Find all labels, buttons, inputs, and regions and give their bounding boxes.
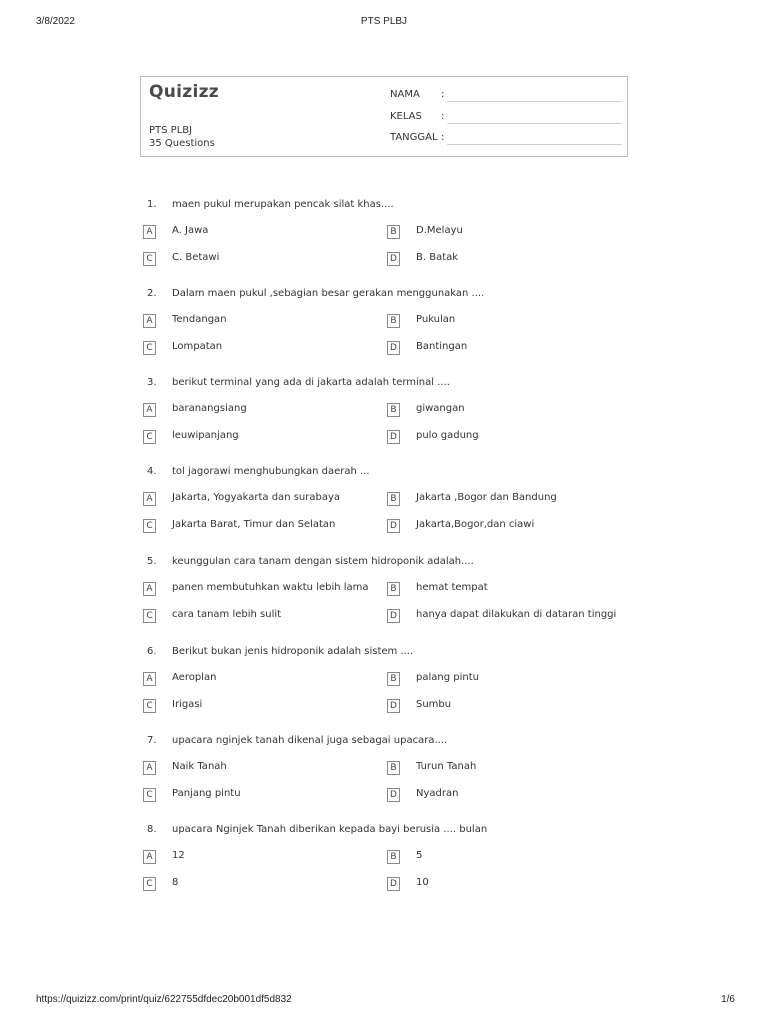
option-text: Jakarta, Yogyakarta dan surabaya xyxy=(172,492,341,503)
option-text: C. Betawi xyxy=(172,252,220,263)
option-text: 5 xyxy=(416,850,423,861)
option-letter-box[interactable]: A xyxy=(143,314,156,328)
field-colon: : xyxy=(441,89,445,100)
question-number: 4. xyxy=(147,466,157,477)
field-colon: : xyxy=(441,132,445,143)
option-letter-box[interactable]: B xyxy=(387,672,400,686)
question-item xyxy=(0,735,768,825)
option-letter-box[interactable]: B xyxy=(387,850,400,864)
print-url: https://quizizz.com/print/quiz/622755dfdec20b001df5d832 xyxy=(36,994,292,1005)
field-label: TANGGAL xyxy=(390,132,438,143)
option-letter-box[interactable]: C xyxy=(143,788,156,802)
option-text: Jakarta,Bogor,dan ciawi xyxy=(416,519,535,530)
name-field[interactable] xyxy=(390,89,622,105)
option-text: Naik Tanah xyxy=(172,761,227,772)
option-text: Nyadran xyxy=(416,788,459,799)
field-line xyxy=(447,123,622,124)
option-letter-box[interactable]: C xyxy=(143,877,156,891)
option-text: Irigasi xyxy=(172,699,203,710)
question-number: 8. xyxy=(147,824,157,835)
question-item xyxy=(0,466,768,556)
question-text: tol jagorawi menghubungkan daerah ... xyxy=(172,466,370,477)
quiz-info-box xyxy=(140,76,628,157)
option-letter-box[interactable]: B xyxy=(387,403,400,417)
option-text: 10 xyxy=(416,877,429,888)
option-text: giwangan xyxy=(416,403,465,414)
question-text: upacara nginjek tanah dikenal juga sebagai upacara.... xyxy=(172,735,448,746)
option-text: D.Melayu xyxy=(416,225,463,236)
option-text: panen membutuhkan waktu lebih lama xyxy=(172,582,369,593)
option-text: Aeroplan xyxy=(172,672,217,683)
field-line xyxy=(447,101,622,102)
question-number: 2. xyxy=(147,288,157,299)
option-text: hemat tempat xyxy=(416,582,488,593)
field-label: NAMA xyxy=(390,89,420,100)
option-text: hanya dapat dilakukan di dataran tinggi xyxy=(416,609,617,620)
quizizz-logo: Quizizz xyxy=(149,82,219,102)
question-item xyxy=(0,824,768,914)
question-text: upacara Nginjek Tanah diberikan kepada bayi berusia .... bulan xyxy=(172,824,488,835)
option-text: Jakarta Barat, Timur dan Selatan xyxy=(172,519,336,530)
question-text: Dalam maen pukul ,sebagian besar gerakan menggunakan .... xyxy=(172,288,485,299)
option-letter-box[interactable]: C xyxy=(143,430,156,444)
option-text: pulo gadung xyxy=(416,430,479,441)
question-text: keunggulan cara tanam dengan sistem hidroponik adalah.... xyxy=(172,556,474,567)
option-text: Turun Tanah xyxy=(416,761,477,772)
option-letter-box[interactable]: A xyxy=(143,225,156,239)
option-text: 8 xyxy=(172,877,179,888)
option-letter-box[interactable]: D xyxy=(387,609,400,623)
option-letter-box[interactable]: A xyxy=(143,403,156,417)
option-letter-box[interactable]: C xyxy=(143,519,156,533)
question-text: Berikut bukan jenis hidroponik adalah sistem .... xyxy=(172,646,414,657)
option-letter-box[interactable]: B xyxy=(387,314,400,328)
option-letter-box[interactable]: A xyxy=(143,672,156,686)
question-text: berikut terminal yang ada di jakarta adalah terminal .... xyxy=(172,377,450,388)
field-label: KELAS xyxy=(390,111,422,122)
option-letter-box[interactable]: A xyxy=(143,582,156,596)
quiz-title: PTS PLBJ xyxy=(149,125,193,136)
option-text: Lompatan xyxy=(172,341,223,352)
field-colon: : xyxy=(441,111,445,122)
option-text: Sumbu xyxy=(416,699,452,710)
option-text: Pukulan xyxy=(416,314,456,325)
option-text: cara tanam lebih sulit xyxy=(172,609,282,620)
option-letter-box[interactable]: D xyxy=(387,788,400,802)
option-text: palang pintu xyxy=(416,672,479,683)
option-text: 12 xyxy=(172,850,185,861)
option-letter-box[interactable]: D xyxy=(387,699,400,713)
option-letter-box[interactable]: B xyxy=(387,582,400,596)
option-text: Panjang pintu xyxy=(172,788,241,799)
option-letter-box[interactable]: C xyxy=(143,341,156,355)
question-text: maen pukul merupakan pencak silat khas.... xyxy=(172,199,394,210)
option-letter-box[interactable]: A xyxy=(143,492,156,506)
option-letter-box[interactable]: C xyxy=(143,252,156,266)
question-number: 7. xyxy=(147,735,157,746)
option-text: Bantingan xyxy=(416,341,468,352)
question-number: 6. xyxy=(147,646,157,657)
question-number: 1. xyxy=(147,199,157,210)
print-header xyxy=(0,16,768,30)
option-letter-box[interactable]: C xyxy=(143,699,156,713)
question-item xyxy=(0,199,768,289)
option-letter-box[interactable]: D xyxy=(387,519,400,533)
option-letter-box[interactable]: B xyxy=(387,761,400,775)
option-text: A. Jawa xyxy=(172,225,209,236)
option-letter-box[interactable]: D xyxy=(387,341,400,355)
page-number: 1/6 xyxy=(721,994,735,1005)
print-title: PTS PLBJ xyxy=(360,16,408,27)
option-text: Tendangan xyxy=(172,314,227,325)
option-letter-box[interactable]: D xyxy=(387,877,400,891)
question-number: 3. xyxy=(147,377,157,388)
field-line xyxy=(447,144,622,145)
print-date: 3/8/2022 xyxy=(36,16,75,27)
question-item xyxy=(0,288,768,378)
question-number: 5. xyxy=(147,556,157,567)
option-text: leuwipanjang xyxy=(172,430,239,441)
class-field[interactable] xyxy=(390,111,622,127)
option-letter-box[interactable]: D xyxy=(387,252,400,266)
option-letter-box[interactable]: A xyxy=(143,850,156,864)
option-letter-box[interactable]: C xyxy=(143,609,156,623)
option-letter-box[interactable]: D xyxy=(387,430,400,444)
option-text: baranangsiang xyxy=(172,403,247,414)
option-text: B. Batak xyxy=(416,252,459,263)
option-text: Jakarta ,Bogor dan Bandung xyxy=(416,492,557,503)
option-letter-box[interactable]: B xyxy=(387,492,400,506)
question-item xyxy=(0,377,768,467)
question-item xyxy=(0,556,768,646)
option-letter-box[interactable]: A xyxy=(143,761,156,775)
option-letter-box[interactable]: B xyxy=(387,225,400,239)
date-field[interactable] xyxy=(390,132,622,148)
question-item xyxy=(0,646,768,736)
question-count: 35 Questions xyxy=(149,138,215,149)
